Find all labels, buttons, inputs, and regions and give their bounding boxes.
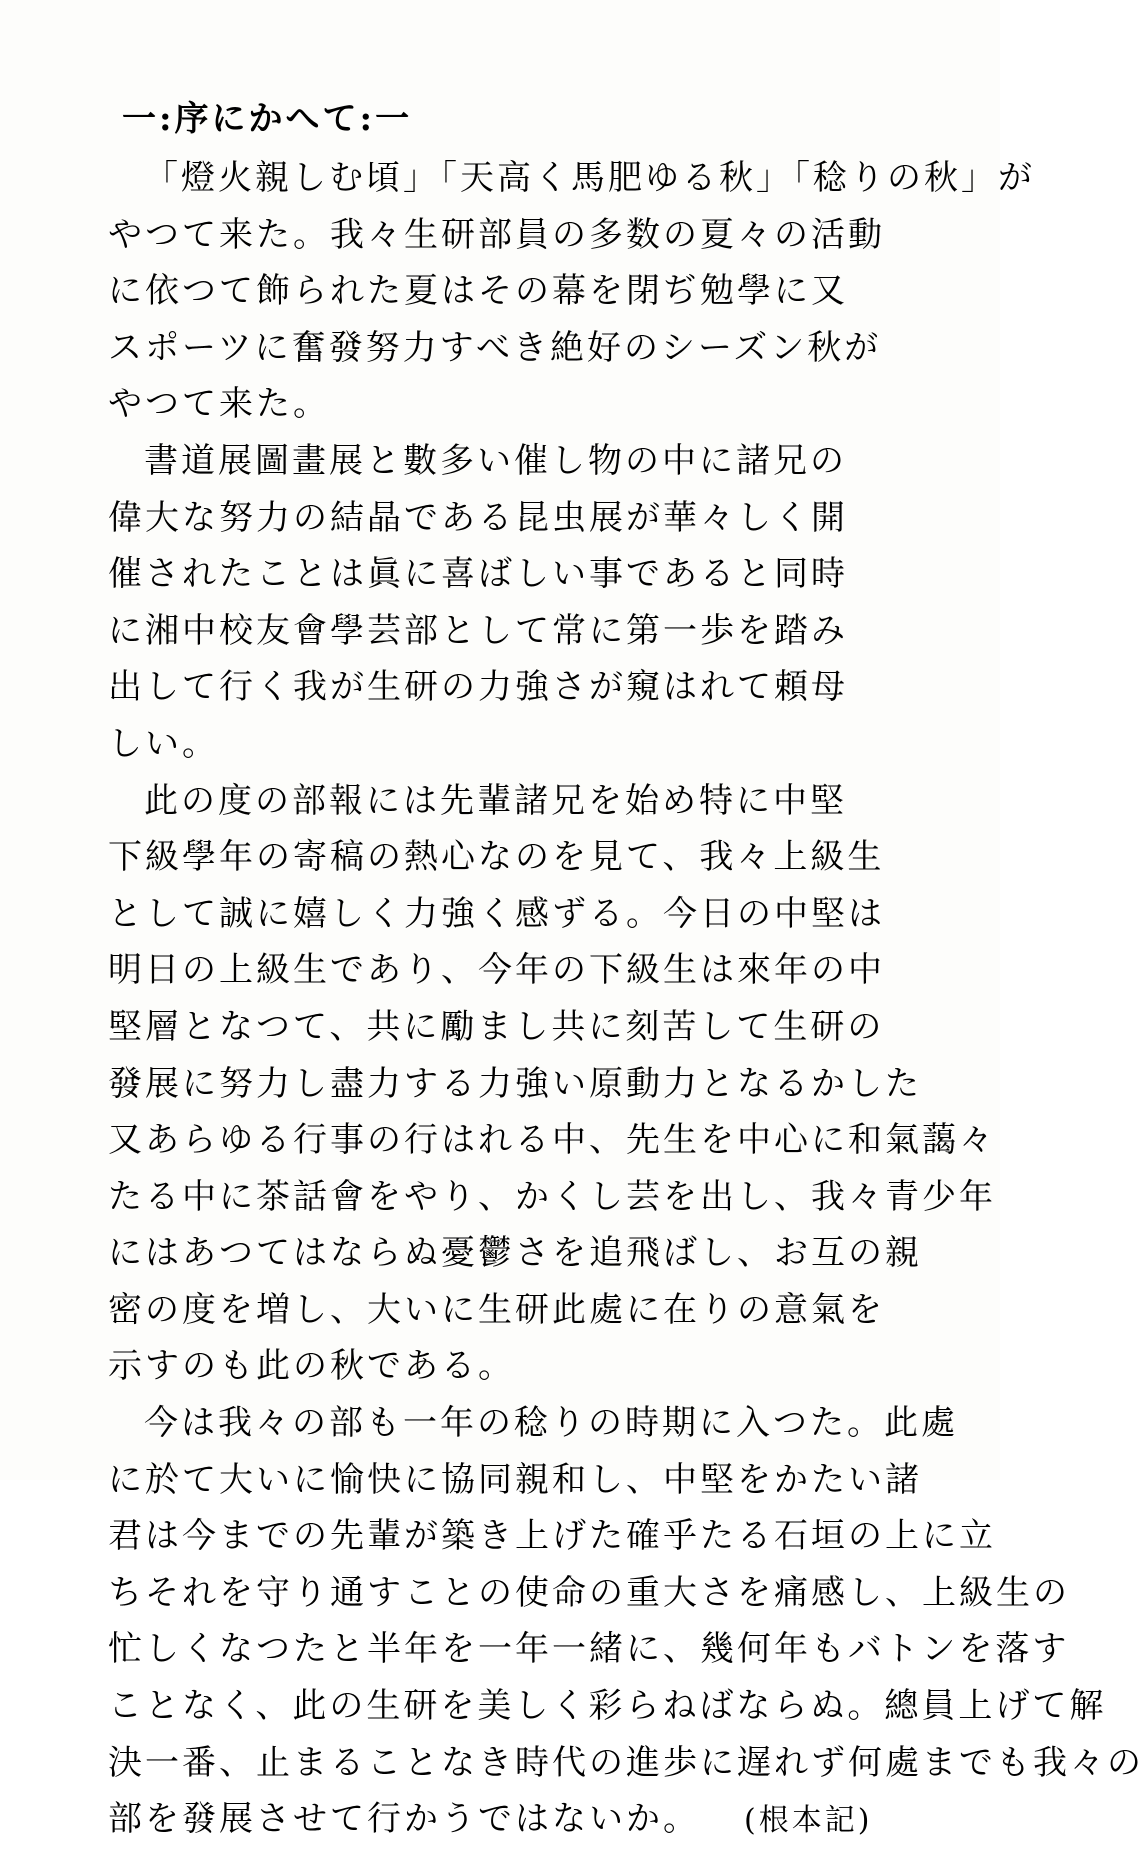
paragraph-1-line (108, 320, 928, 377)
line-text: に依つて飾られた夏はその幕を閉ぢ勉學に又 (108, 271, 848, 312)
paragraph-3-line (108, 773, 928, 830)
line-text: やつて来た。我々生研部員の多数の夏々の活動 (108, 214, 885, 255)
paragraph-3-line (108, 1056, 928, 1113)
paragraph-2-line (108, 603, 928, 660)
document-body (108, 150, 1144, 1848)
paragraph-3-line (108, 1112, 996, 1169)
line-text: たる中に茶話會をやり、かくし芸を出し、我々青少年 (108, 1176, 996, 1217)
line-text: 「燈火親しむ頃」「天高く馬肥ゆる秋」「稔りの秋」が (144, 158, 1035, 198)
line-text: 發展に努力し盡力する力強い原動力となるかした (108, 1063, 922, 1104)
line-text: 偉大な努力の結晶である昆虫展が華々しく開 (108, 497, 848, 538)
paragraph-3-line (108, 942, 928, 999)
line-text: にはあつてはならぬ憂鬱さを追飛ばし、お互の親 (108, 1233, 922, 1274)
line-text: スポーツに奮發努力すべき絶好のシーズン秋が (108, 327, 882, 368)
paragraph-4-line (108, 1508, 996, 1565)
paragraph-4-line (108, 1452, 928, 1509)
line-text: 部を發展させて行かうではないか。 (108, 1799, 700, 1840)
paragraph-4-line (108, 1565, 1070, 1622)
line-text: 君は今までの先輩が築き上げた確乎たる石垣の上に立 (108, 1516, 996, 1557)
line-text: として誠に嬉しく力強く感ずる。今日の中堅は (108, 893, 885, 934)
line-text: 書道展圖畫展と數多い催し物の中に諸兄の (144, 440, 847, 481)
line-text: ことなく、此の生研を美しく彩らねばならぬ。總員上げて解 (108, 1686, 1107, 1727)
line-text: 又あらゆる行事の行はれる中、先生を中心に和氣藹々 (108, 1120, 996, 1161)
line-text: 下級學年の寄稿の熱心なのを見て、我々上級生 (108, 837, 885, 878)
line-text: 催されたことは眞に喜ばしい事であると同時 (108, 554, 848, 595)
line-text: やつて来た。 (108, 384, 330, 425)
line-text: 此の度の部報には先輩諸兄を始め特に中堅 (144, 780, 847, 821)
paragraph-4-line (108, 1735, 1144, 1792)
paragraph-4-line (108, 1678, 1107, 1735)
paragraph-2-line (108, 716, 928, 773)
paragraph-4-line (108, 1395, 958, 1452)
paragraph-1-line (108, 263, 928, 320)
line-text: 決一番、止まることなき時代の進歩に遅れず何處までも我々の (108, 1742, 1144, 1783)
paragraph-1-line (108, 207, 928, 264)
paragraph-4-line (108, 1621, 1070, 1678)
line-text: 密の度を増し、大いに生研此處に在りの意氣を (108, 1289, 885, 1330)
paragraph-3-line (108, 1282, 928, 1339)
handwritten-manuscript (108, 88, 1144, 1848)
paragraph-1-line (108, 150, 1035, 207)
line-text: しい。 (108, 723, 219, 764)
line-text: 出して行く我が生研の力強さが窺はれて頼母 (108, 667, 848, 708)
line-text: ちそれを守り通すことの使命の重大さを痛感し、上級生の (108, 1572, 1070, 1613)
paragraph-3-line (108, 1338, 928, 1395)
paragraph-2-line (108, 433, 928, 490)
document-heading: 一:序にかへて:一 (122, 99, 413, 139)
paragraph-2-line (108, 546, 928, 603)
line-text: 明日の上級生であり、今年の下級生は來年の中 (108, 950, 885, 991)
line-text: 堅層となつて、共に勵まし共に刻苦して生研の (108, 1006, 885, 1047)
paragraph-3-line (108, 886, 928, 943)
paragraph-3-line (108, 999, 928, 1056)
paragraph-3-line (108, 1169, 996, 1226)
author-signature: (根本記) (744, 1803, 873, 1839)
line-text: 忙しくなつたと半年を一年一緒に、幾何年もバトンを落す (108, 1629, 1070, 1670)
line-text: に於て大いに愉快に協同親和し、中堅をかたい諸 (108, 1459, 922, 1500)
paragraph-3-line (108, 1225, 928, 1282)
line-text: に湘中校友會學芸部として常に第一歩を踏み (108, 610, 848, 651)
paragraph-2-line (108, 490, 928, 547)
line-text: 今は我々の部も一年の稔りの時期に入つた。此處 (144, 1403, 958, 1444)
line-text: 示すのも此の秋である。 (108, 1346, 515, 1387)
paragraph-2-line (108, 659, 928, 716)
paragraph-1-line (108, 376, 928, 433)
paragraph-3-line (108, 829, 928, 886)
paragraph-4-line (108, 1791, 928, 1848)
